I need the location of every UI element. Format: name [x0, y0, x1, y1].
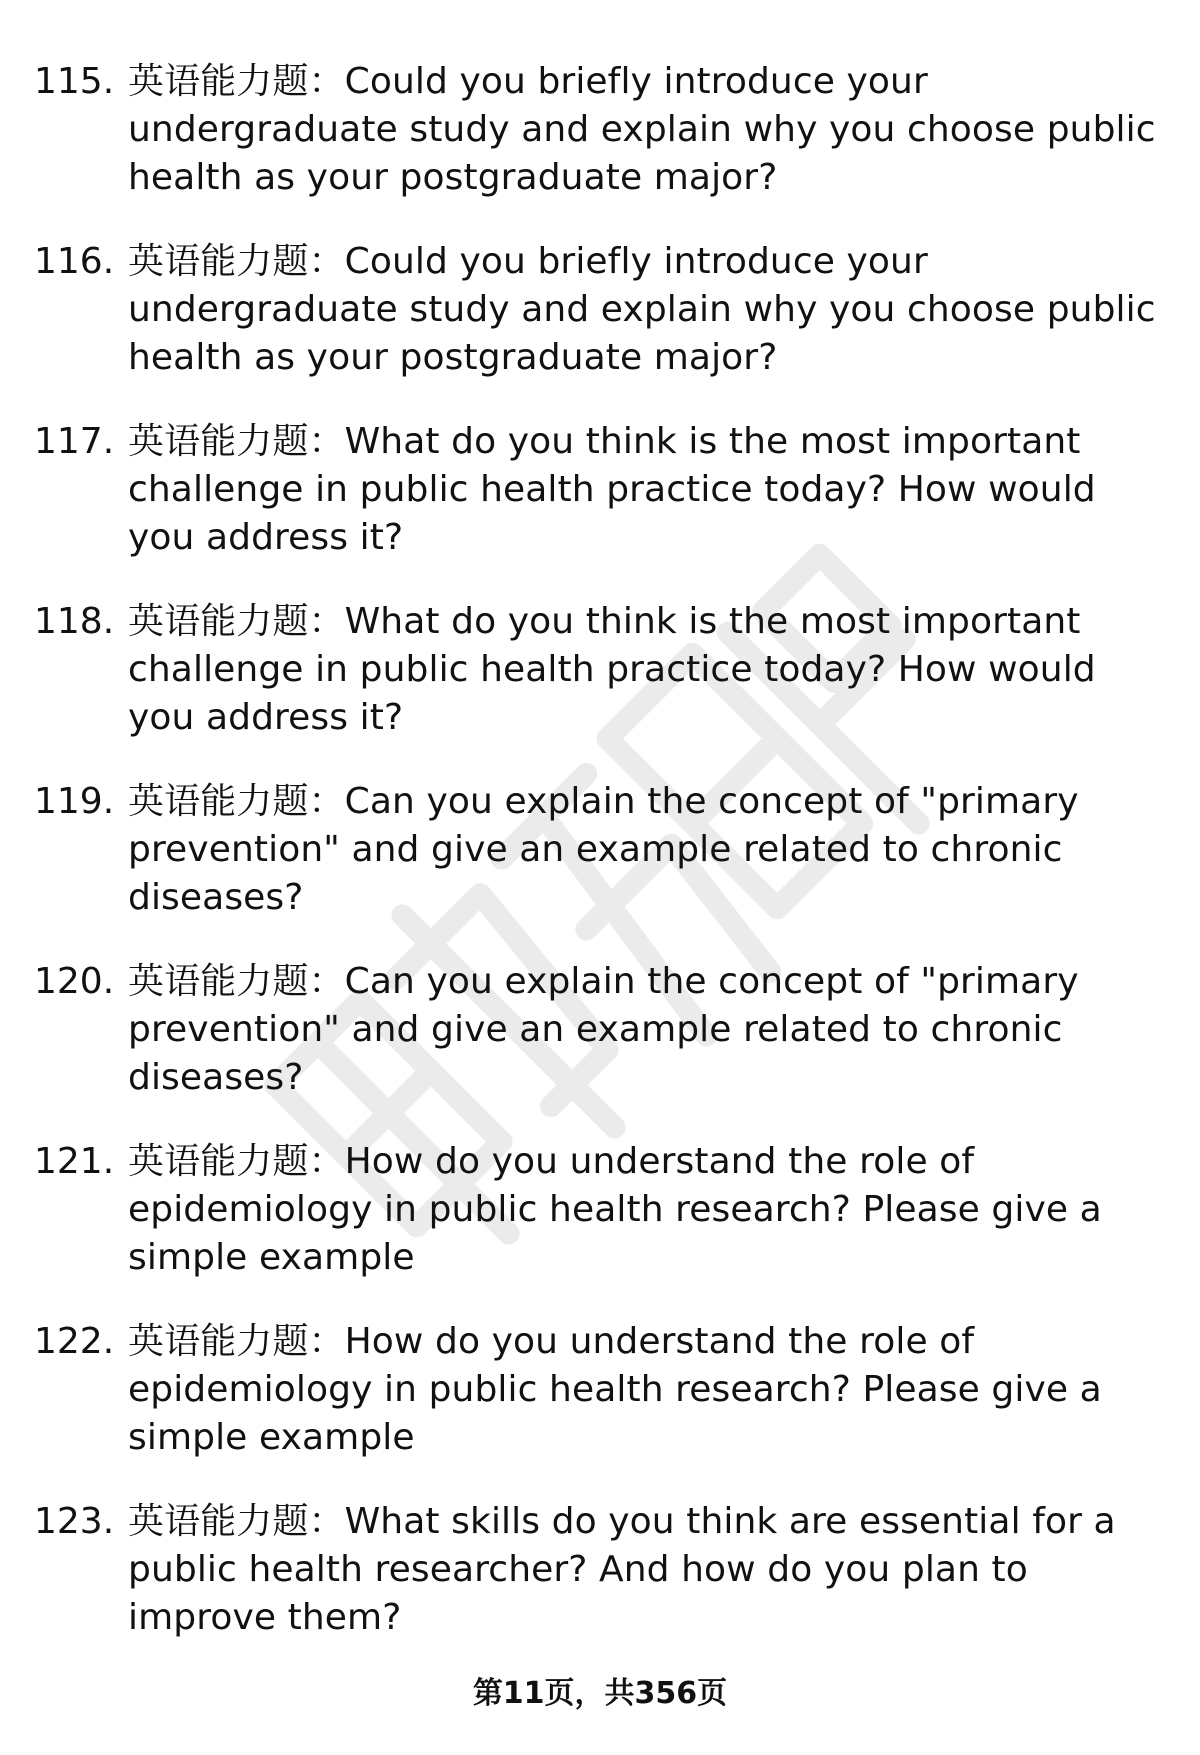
question-category: 英语能力题： — [128, 961, 345, 1002]
question-item — [0, 1318, 1200, 1462]
question-item — [0, 598, 1200, 742]
question-text: Can you explain the concept of "primary prevention" and give an example related to chronic diseases? — [128, 781, 1079, 918]
question-category: 英语能力题： — [128, 1141, 345, 1182]
question-body — [128, 1138, 1160, 1282]
question-body — [128, 238, 1160, 382]
question-item — [0, 778, 1200, 922]
question-number: 115. — [34, 61, 115, 102]
question-number: 118. — [34, 601, 115, 642]
question-category: 英语能力题： — [128, 61, 345, 102]
question-list — [0, 58, 1200, 1678]
question-body — [128, 958, 1160, 1102]
question-body — [128, 58, 1160, 202]
question-category: 英语能力题： — [128, 601, 345, 642]
question-text: Could you briefly introduce your undergraduate study and explain why you choose public health as your postgraduate major? — [128, 241, 1156, 378]
question-body — [128, 778, 1160, 922]
question-number: 119. — [34, 781, 115, 822]
question-category: 英语能力题： — [128, 241, 345, 282]
question-number: 123. — [34, 1501, 115, 1542]
page-number-footer: 第11页，共356页 — [472, 1676, 728, 1711]
question-number: 116. — [34, 241, 115, 282]
question-body — [128, 598, 1160, 742]
question-item — [0, 238, 1200, 382]
question-body — [128, 1318, 1160, 1462]
question-item — [0, 1138, 1200, 1282]
question-item — [0, 958, 1200, 1102]
question-number: 122. — [34, 1321, 115, 1362]
question-item — [0, 1498, 1200, 1642]
question-number: 117. — [34, 421, 115, 462]
question-number: 120. — [34, 961, 115, 1002]
question-category: 英语能力题： — [128, 781, 345, 822]
question-text: How do you understand the role of epidemiology in public health research? Please give a simple example — [128, 1141, 1102, 1278]
question-category: 英语能力题： — [128, 421, 345, 462]
question-item — [0, 58, 1200, 202]
question-body — [128, 418, 1160, 562]
question-item — [0, 418, 1200, 562]
question-text: What do you think is the most important challenge in public health practice today? How would you address it? — [128, 421, 1096, 558]
question-body — [128, 1498, 1160, 1642]
question-number: 121. — [34, 1141, 115, 1182]
question-text: What do you think is the most important challenge in public health practice today? How would you address it? — [128, 601, 1096, 738]
question-text: What skills do you think are essential for a public health researcher? And how do you plan to improve them? — [128, 1501, 1116, 1638]
question-category: 英语能力题： — [128, 1321, 345, 1362]
question-text: Can you explain the concept of "primary prevention" and give an example related to chronic diseases? — [128, 961, 1079, 1098]
question-text: How do you understand the role of epidemiology in public health research? Please give a simple example — [128, 1321, 1102, 1458]
question-text: Could you briefly introduce your undergraduate study and explain why you choose public health as your postgraduate major? — [128, 61, 1156, 198]
question-category: 英语能力题： — [128, 1501, 345, 1542]
